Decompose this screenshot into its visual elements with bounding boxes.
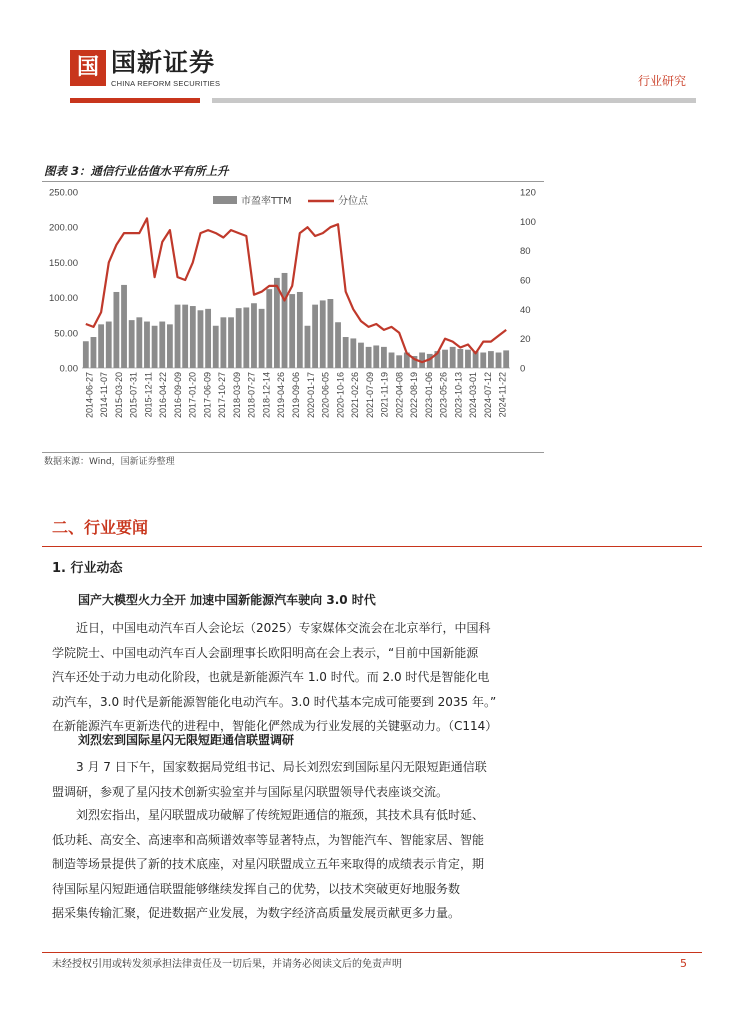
figure-bottom-rule	[42, 452, 544, 453]
pe-bar	[136, 317, 142, 368]
x-tick-label: 2017-10-27	[217, 372, 228, 419]
legend-swatch-pe	[213, 196, 237, 204]
pe-bar	[182, 305, 188, 368]
pe-bar	[503, 350, 509, 368]
footer-disclaimer: 未经授权引用或转发须承担法律责任及一切后果，并请务必阅读文后的免责声明	[52, 959, 402, 970]
y-right-tick-label: 40	[520, 304, 531, 316]
x-tick-label: 2020-01-17	[305, 372, 316, 419]
pe-bar	[251, 303, 257, 368]
pe-bar	[396, 355, 402, 368]
logo-glyph: 国	[76, 55, 99, 80]
y-left-tick-label: 100.00	[48, 293, 78, 305]
section-title: 二、行业要闻	[52, 518, 149, 537]
section-rule	[42, 546, 702, 547]
para-line: 动汽车，3.0 时代是新能源智能化电动汽车。3.0 时代基本完成可能要到 2035 年。”	[52, 694, 497, 709]
y-left-tick-label: 200.00	[48, 222, 78, 234]
pe-bar	[327, 299, 333, 368]
pe-bar	[457, 349, 463, 368]
pe-bar	[213, 326, 219, 368]
pe-bar	[243, 307, 249, 368]
para-line: 待国际星闪短距通信联盟能够继续发挥自己的优势，以技术突破更好地服务数	[52, 881, 461, 896]
pe-bar	[450, 347, 456, 368]
pe-bar	[236, 308, 242, 368]
news-headline: 刘烈宏到国际星闪无限短距通信联盟调研	[78, 733, 295, 747]
x-tick-label: 2019-04-26	[276, 372, 287, 419]
pe-bar	[266, 289, 272, 368]
para-line: 3 月 7 日下午，国家数据局党组书记、局长刘烈宏到国际星闪无限短距通信联	[76, 760, 487, 774]
x-tick-label: 2016-09-09	[172, 372, 183, 419]
pe-bar	[113, 292, 119, 368]
pe-bar	[167, 324, 173, 368]
subsection-title: 1. 行业动态	[52, 561, 123, 576]
pe-bar	[496, 353, 502, 368]
pe-bar	[358, 343, 364, 368]
pe-bar	[350, 338, 356, 368]
para-line: 汽车还处于动力电动化阶段，也就是新能源汽车 1.0 时代。而 2.0 时代是智能化电	[52, 670, 490, 684]
footer-rule	[42, 952, 702, 953]
valuation-chart	[38, 182, 550, 452]
pe-bar	[98, 324, 104, 368]
x-tick-label: 2020-10-16	[335, 372, 346, 419]
x-tick-label: 2020-06-05	[320, 372, 331, 419]
pe-bar	[190, 306, 196, 368]
pe-bar	[373, 345, 379, 368]
brand-name-en: CHINA REFORM SECURITIES	[111, 79, 221, 88]
para-line: 近日，中国电动汽车百人会论坛（2025）专家媒体交流会在北京举行，中国科	[76, 621, 491, 635]
x-tick-label: 2022-08-19	[409, 372, 420, 419]
news-headline: 国产大模型火力全开 加速中国新能源汽车驶向 3.0 时代	[78, 593, 376, 607]
x-tick-label: 2021-11-19	[379, 372, 390, 418]
page-number: 5	[680, 957, 687, 970]
para-line: 盟调研，参观了星闪技术创新实验室并与国际星闪联盟领导代表座谈交流。	[52, 784, 449, 799]
x-tick-label: 2024-11-22	[497, 372, 508, 418]
x-tick-label: 2015-12-11	[143, 372, 154, 418]
pe-bar	[129, 320, 135, 368]
news-paragraph	[52, 616, 664, 739]
x-tick-label: 2022-04-08	[394, 372, 405, 419]
x-tick-label: 2018-12-14	[261, 372, 272, 419]
x-tick-label: 2024-07-12	[482, 372, 493, 419]
x-tick-label: 2023-10-13	[453, 372, 464, 419]
x-tick-label: 2019-09-06	[291, 372, 301, 419]
brand-name-cn: 国新证券	[111, 48, 216, 77]
pe-bar	[335, 322, 341, 368]
x-tick-label: 2014-06-27	[84, 372, 95, 419]
x-tick-label: 2018-07-27	[246, 372, 257, 419]
x-tick-label: 2016-04-22	[158, 372, 169, 419]
x-tick-label: 2023-01-06	[423, 372, 434, 419]
pe-bar	[488, 351, 494, 368]
x-tick-label: 2023-05-26	[438, 372, 449, 419]
pe-bar	[121, 285, 127, 368]
company-logo	[70, 50, 106, 86]
y-right-tick-label: 120	[520, 187, 536, 199]
y-left-tick-label: 50.00	[54, 328, 78, 340]
pe-bar	[83, 341, 89, 368]
x-tick-label: 2021-07-09	[364, 372, 375, 419]
x-tick-label: 2015-03-20	[113, 372, 124, 419]
pe-bar	[282, 273, 288, 368]
para-line: 据采集传输汇聚，促进数据产业发展，为数字经济高质量发展贡献更多力量。	[52, 906, 461, 920]
pe-bar	[465, 350, 471, 368]
para-line: 在新能源汽车更新迭代的进程中，智能化俨然成为行业发展的关键驱动力。（C114）	[52, 719, 498, 733]
pe-bar	[259, 309, 265, 368]
para-line: 刘烈宏指出，星闪联盟成功破解了传统短距通信的瓶颈，其技术具有低时延、	[76, 808, 485, 822]
pe-bar	[320, 300, 326, 368]
news-paragraph	[52, 803, 664, 926]
figure-source: 数据来源：Wind，国新证券整理	[44, 457, 175, 467]
pe-bar	[205, 309, 211, 368]
legend-label-pe: 市盈率TTM	[241, 196, 292, 207]
x-tick-label: 2024-03-01	[468, 372, 479, 419]
para-line: 学院院士、中国电动汽车百人会副理事长欧阳明高在会上表示，“目前中国新能源	[52, 645, 479, 660]
pe-bar	[312, 305, 318, 368]
pe-bar	[366, 347, 372, 368]
pe-bar	[389, 353, 395, 368]
x-tick-label: 2021-02-26	[350, 372, 361, 419]
y-left-tick-label: 150.00	[48, 257, 78, 269]
pe-bar	[159, 322, 165, 368]
y-right-tick-label: 100	[520, 216, 536, 228]
y-right-tick-label: 80	[520, 246, 531, 258]
pe-bar	[152, 326, 158, 368]
pe-bar	[144, 322, 150, 368]
pe-bar	[91, 337, 97, 368]
pe-bar	[480, 353, 486, 368]
pe-bar	[198, 310, 204, 368]
figure-title: 图表 3：通信行业估值水平有所上升	[44, 164, 229, 178]
pe-bar	[305, 326, 311, 368]
pe-bar	[175, 305, 181, 368]
para-line: 低功耗、高安全、高速率和高频谱效率等显著特点，为智能汽车、智能家居、智能	[52, 832, 485, 847]
x-tick-label: 2015-07-31	[128, 372, 139, 419]
legend-label-percentile: 分位点	[338, 196, 368, 207]
pe-bar	[228, 317, 234, 368]
pe-bar	[106, 322, 112, 368]
pe-bar	[442, 350, 448, 368]
header-bar	[212, 98, 696, 103]
y-right-tick-label: 60	[520, 275, 531, 287]
y-left-tick-label: 250.00	[48, 187, 78, 199]
x-tick-label: 2018-03-09	[231, 372, 242, 419]
pe-bar	[381, 347, 387, 368]
pe-bar	[297, 292, 303, 368]
para-line: 制造等场景提供了新的技术底座，对星闪联盟成立五年来取得的成绩表示肯定，期	[52, 857, 485, 871]
pe-bar	[289, 294, 295, 368]
pe-bar	[343, 337, 349, 368]
y-left-tick-label: 0.00	[59, 363, 78, 375]
header-bar-accent	[70, 98, 200, 103]
pe-bar	[220, 317, 226, 368]
x-tick-label: 2017-06-09	[202, 372, 213, 419]
x-tick-label: 2017-01-20	[187, 372, 198, 419]
x-tick-label: 2014-11-07	[99, 372, 110, 418]
news-paragraph	[52, 755, 664, 804]
y-right-tick-label: 20	[520, 334, 531, 346]
y-right-tick-label: 0	[520, 363, 526, 375]
report-category: 行业研究	[638, 74, 687, 88]
